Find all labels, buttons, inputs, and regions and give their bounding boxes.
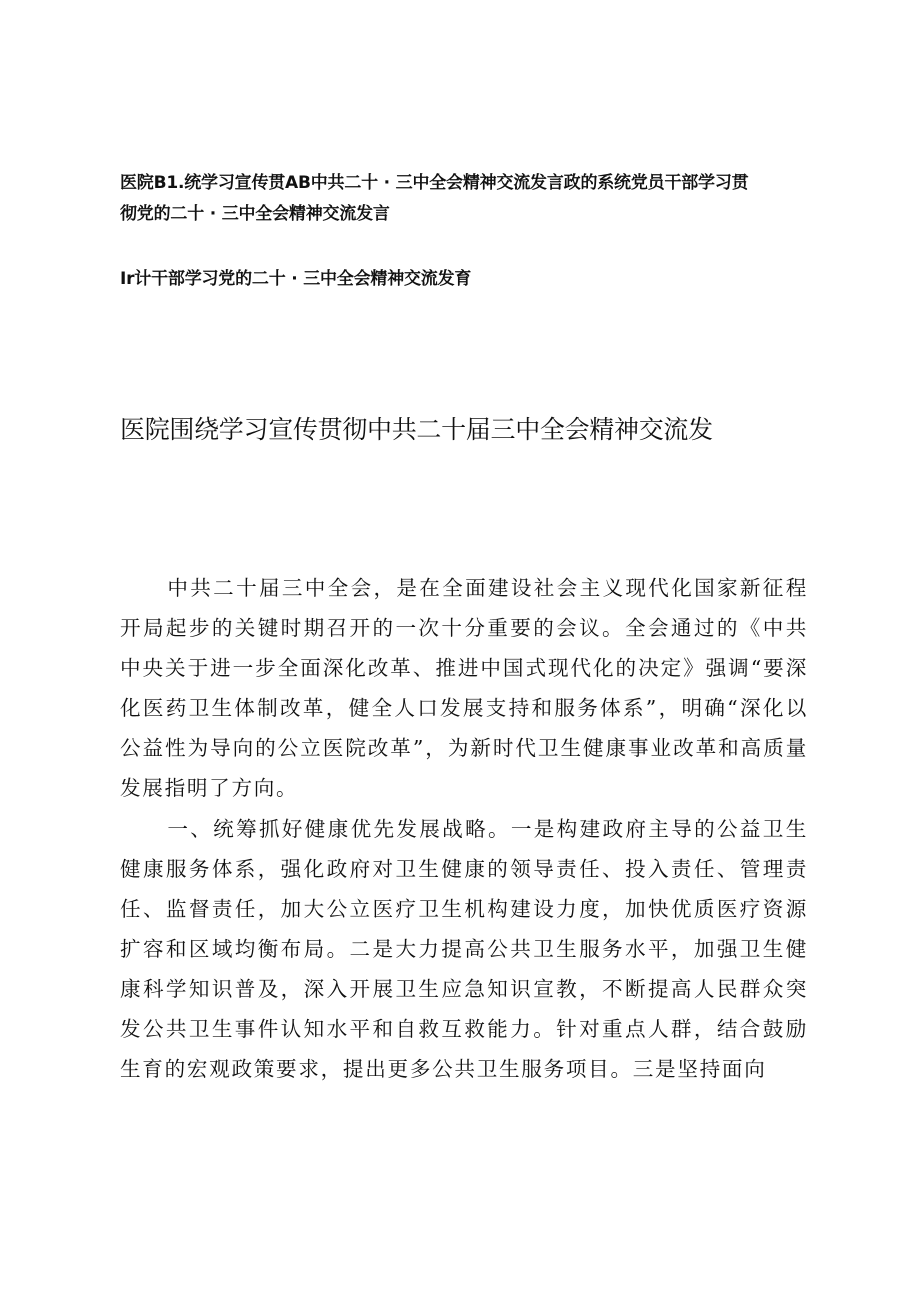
toc-entry-1-line-2: 彻党的二十 · 三中全会精神交流发言 (120, 204, 390, 224)
toc-spacer (120, 230, 820, 264)
toc-entry-1-line-1: 医院B1.统学习宣传贯AB中共二十 · 三中全会精神交流发言政的系统党员干部学习贯 (120, 173, 749, 193)
body-paragraph-2: 一、统筹抓好健康优先发展战略。一是构建政府主导的公益卫生健康服务体系，强化政府对卫生健康的领导责任、投入责任、管理责任、监督责任，加大公立医疗卫生机构建设力度，加快优质医疗资源扩容和区域均衡布局。二是大力提高公共卫生服务水平，加强卫生健康科学知识普及，深入开展卫生应急知识宣教，不断提高人民群众突发公共卫生事件认知水平和自救互救能力。针对重点人群，结合鼓励生育的宏观政策要求，提出更多公共卫生服务项目。三是坚持面向 (120, 816, 808, 1082)
document-title: 医院围绕学习宣传贯彻中共二十届三中全会精神交流发 (120, 415, 713, 444)
body-paragraph-1: 中共二十届三中全会，是在全面建设社会主义现代化国家新征程开局起步的关键时期召开的一次十分重要的会议。全会通过的《中共中央关于进一步全面深化改革、推进中国式现代化的决定》强调“要深化医药卫生体制改革，健全人口发展支持和服务体系”，明确“深化以公益性为导向的公立医院改革”，为新时代卫生健康事业改革和高质量发展指明了方向。 (120, 576, 808, 801)
document-body (120, 568, 808, 1089)
toc-entry-2: Ir计干部学习党的二十 · 三中全会精神交流发育 (120, 269, 472, 289)
table-of-contents (120, 168, 820, 295)
